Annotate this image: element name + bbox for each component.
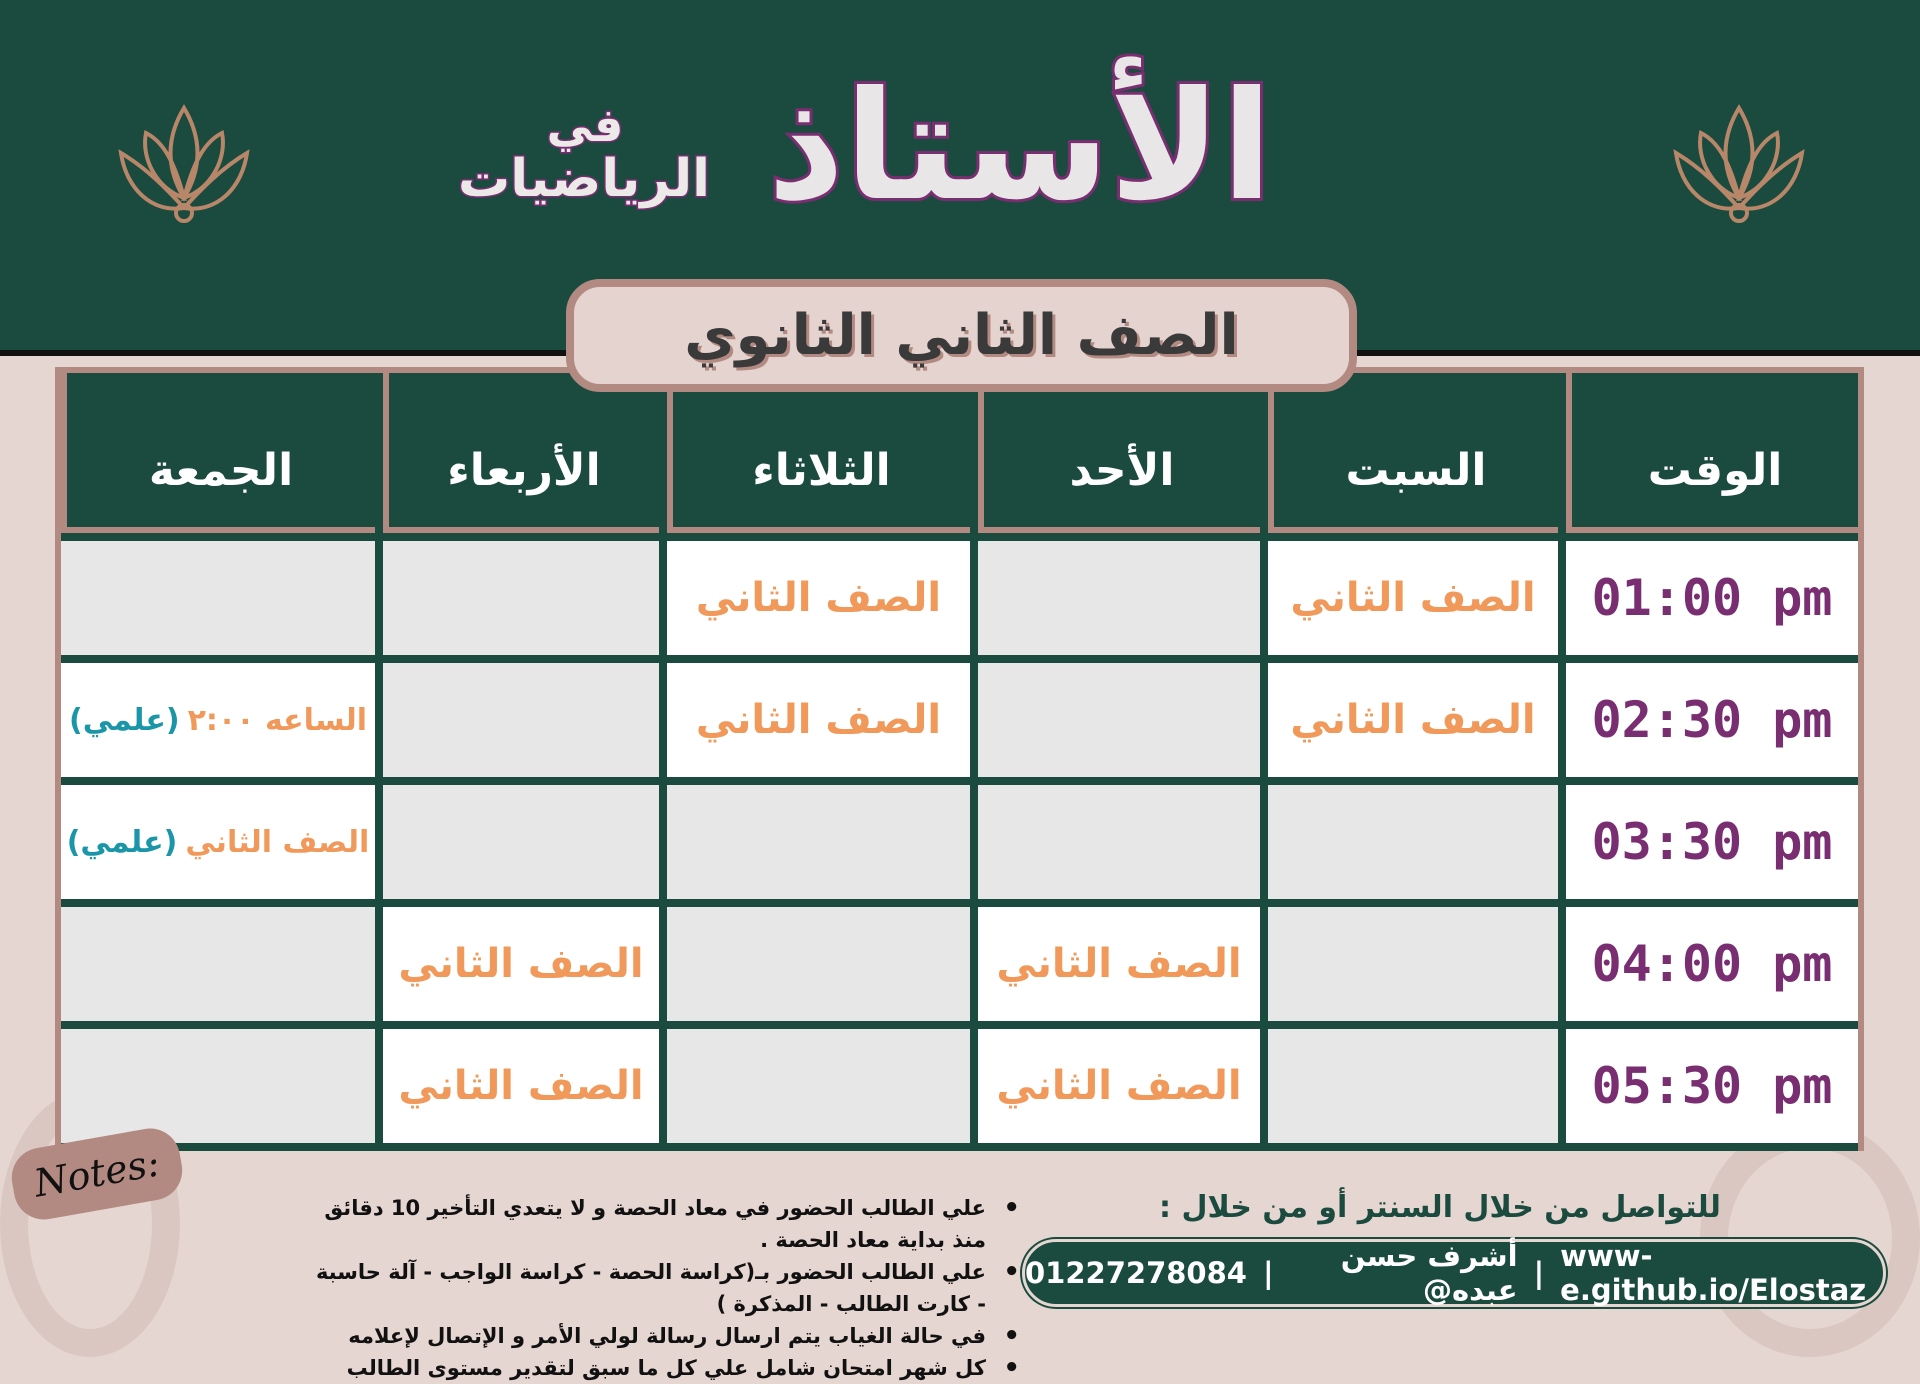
empty-cell — [61, 907, 375, 1021]
class-label: الصف الثاني — [398, 1063, 644, 1109]
empty-cell — [978, 785, 1260, 899]
class-cell — [667, 663, 970, 777]
class-cell — [978, 1029, 1260, 1143]
lotus-icon — [116, 98, 252, 228]
column-header: الأربعاء — [383, 373, 659, 533]
class-label: الصف الثاني — [695, 697, 942, 743]
column-header: الثلاثاء — [667, 373, 970, 533]
class-cell — [1268, 541, 1558, 655]
empty-cell — [667, 907, 970, 1021]
grade-banner: الصف الثاني الثانوي — [566, 279, 1357, 392]
class-label: الصف الثاني — [398, 941, 644, 987]
class-cell — [978, 907, 1260, 1021]
separator: | — [1533, 1256, 1545, 1290]
empty-cell — [978, 663, 1260, 777]
website-link[interactable]: www-e.github.io/Elostaz — [1560, 1239, 1867, 1307]
empty-cell — [978, 541, 1260, 655]
column-header: الوقت — [1566, 373, 1858, 533]
empty-cell — [61, 1029, 375, 1143]
subject-name: الرياضيات — [457, 148, 710, 209]
empty-cell — [667, 785, 970, 899]
class-label: الصف الثاني — [185, 824, 370, 860]
column-header: السبت — [1268, 373, 1558, 533]
empty-cell — [1268, 785, 1558, 899]
note-item: • كل شهر امتحان شامل علي كل ما سبق لتقدير مستوى الطالب — [300, 1352, 1020, 1384]
empty-cell — [383, 663, 659, 777]
class-label: الساعه ٢:٠٠ — [187, 702, 368, 738]
time-cell: 05:30 pm — [1566, 1029, 1858, 1143]
empty-cell — [383, 785, 659, 899]
note-item: • علي الطالب الحضور بـ(كراسة الحصة - كراسة الواجب - آلة حاسبة - كارت الطالب - المذكرة ) — [300, 1256, 1020, 1320]
column-header: الجمعة — [61, 373, 375, 533]
class-cell — [61, 785, 375, 899]
class-cell — [383, 1029, 659, 1143]
empty-cell — [667, 1029, 970, 1143]
separator: | — [1262, 1256, 1274, 1290]
empty-cell — [383, 541, 659, 655]
schedule-table — [55, 367, 1864, 1151]
time-cell: 02:30 pm — [1566, 663, 1858, 777]
subject-title — [457, 98, 710, 209]
class-label: الصف الثاني — [996, 1063, 1242, 1109]
notes-badge: Notes: — [7, 1124, 187, 1224]
class-label: (علمي) — [68, 702, 180, 738]
contact-bar — [1022, 1239, 1886, 1307]
class-label: الصف الثاني — [695, 575, 942, 621]
column-header: الأحد — [978, 373, 1260, 533]
contact-heading: للتواصل من خلال السنتر أو من خلال : — [1159, 1190, 1721, 1225]
notes-list — [300, 1192, 1020, 1384]
lotus-icon — [1671, 98, 1807, 228]
class-cell — [383, 907, 659, 1021]
class-cell — [1268, 663, 1558, 777]
page-title: الأستاذ — [767, 60, 1273, 234]
subject-prefix: في — [546, 98, 624, 152]
note-item: • في حالة الغياب يتم ارسال رسالة لولي الأمر و الإتصال لإعلامه — [300, 1320, 1020, 1352]
time-cell: 04:00 pm — [1566, 907, 1858, 1021]
teacher-handle[interactable]: أشرف حسن عبده@ — [1340, 1239, 1518, 1307]
class-cell — [667, 541, 970, 655]
empty-cell — [1268, 907, 1558, 1021]
class-label: (علمي) — [66, 824, 178, 860]
empty-cell — [61, 541, 375, 655]
class-label: الصف الثاني — [1290, 697, 1536, 743]
class-label: الصف الثاني — [996, 941, 1242, 987]
phone-number[interactable]: 01227278084 — [1025, 1256, 1247, 1290]
note-item: • علي الطالب الحضور في معاد الحصة و لا يتعدي التأخير 10 دقائق منذ بداية معاد الحصة . — [300, 1192, 1020, 1256]
time-cell: 01:00 pm — [1566, 541, 1858, 655]
empty-cell — [1268, 1029, 1558, 1143]
class-cell — [61, 663, 375, 777]
time-cell: 03:30 pm — [1566, 785, 1858, 899]
class-label: الصف الثاني — [1290, 575, 1536, 621]
